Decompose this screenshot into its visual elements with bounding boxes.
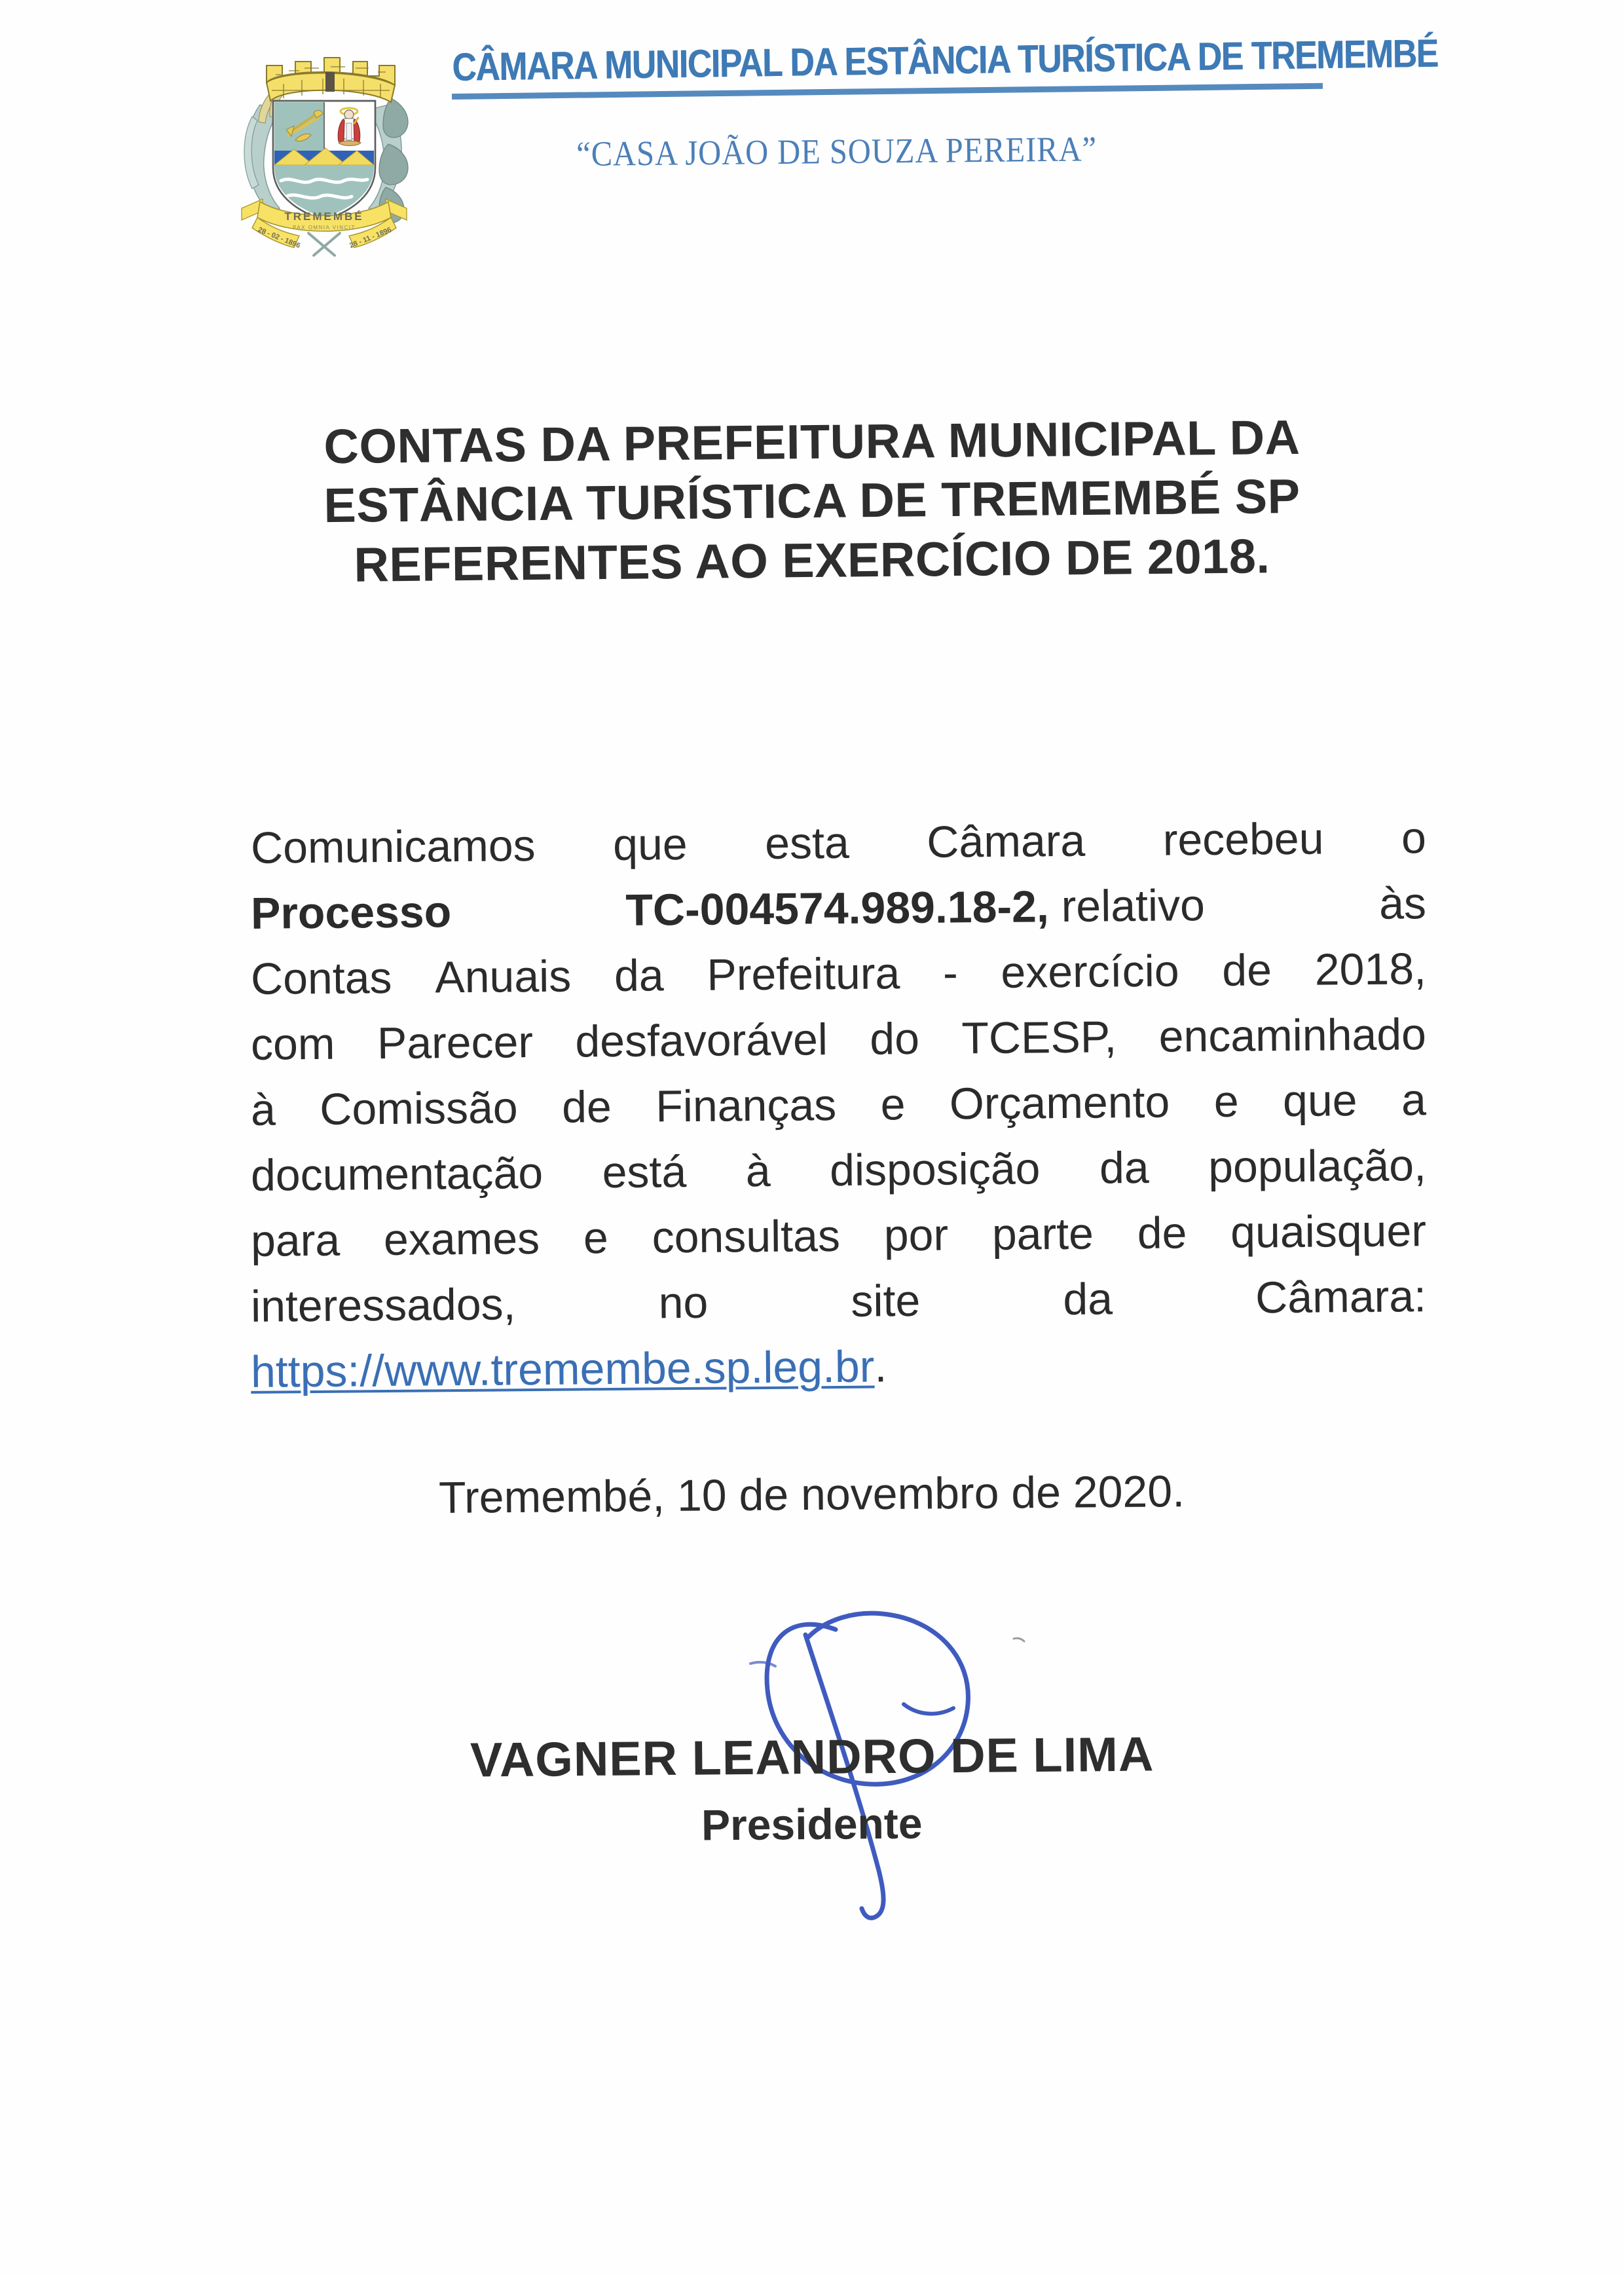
body-token: de <box>1222 945 1272 996</box>
body-word <box>583 1206 609 1271</box>
body-token: Orçamento <box>949 1077 1170 1129</box>
body-word <box>1001 939 1179 1005</box>
body-word <box>251 1208 341 1274</box>
signatory-name: VAGNER LEANDRO DE LIMA <box>470 1726 1154 1787</box>
body-word <box>870 1007 920 1073</box>
url-period: . <box>874 1341 887 1392</box>
body-word <box>1099 1136 1150 1202</box>
body-token-trail: relativo <box>1048 880 1206 932</box>
body-word <box>602 1140 686 1206</box>
body-word <box>575 1007 828 1075</box>
body-word <box>562 1075 612 1141</box>
body-token: da <box>1063 1274 1113 1324</box>
body-word <box>765 811 849 877</box>
body-line-3 <box>251 937 1427 1013</box>
body-token: Parecer <box>377 1016 534 1069</box>
body-token: Contas <box>250 952 392 1004</box>
body-paragraph-lines <box>251 811 1426 1335</box>
body-token: TCESP, <box>961 1012 1117 1064</box>
body-word <box>883 1202 948 1269</box>
body-line-7 <box>251 1199 1427 1275</box>
body-word <box>707 941 900 1009</box>
document-body <box>251 811 1426 1400</box>
body-token: parte <box>991 1208 1094 1259</box>
body-word <box>251 1272 516 1339</box>
body-word <box>1401 806 1427 871</box>
body-token: da <box>614 950 664 1001</box>
letterhead-text <box>452 31 1500 174</box>
body-word <box>830 1136 1041 1204</box>
body-word <box>658 1270 709 1336</box>
body-token: Câmara: <box>1255 1271 1427 1323</box>
body-token: e <box>880 1079 906 1130</box>
body-token: à <box>745 1146 771 1197</box>
body-word <box>1137 1201 1187 1267</box>
body-token: quaisquer <box>1230 1205 1427 1258</box>
body-word <box>1401 1068 1427 1133</box>
body-token: exercício <box>1001 946 1179 997</box>
body-word <box>251 1077 276 1143</box>
document-title-line-1: CONTAS DA PREFEITURA MUNICIPAL DA <box>323 409 1301 474</box>
body-word <box>384 1206 540 1273</box>
body-token: com <box>250 1018 335 1070</box>
banner-text: TREMEMBÉ <box>284 210 364 223</box>
body-word <box>613 812 688 878</box>
body-word <box>745 1139 771 1204</box>
body-token: Anuais <box>434 951 572 1003</box>
body-token: exames <box>383 1213 540 1265</box>
shield-icon <box>273 101 375 220</box>
body-token: esta <box>764 817 850 868</box>
body-token: de <box>1137 1208 1187 1258</box>
body-word <box>435 944 572 1011</box>
body-word <box>1222 938 1272 1004</box>
organization-subtitle: “CASA JOÃO DE SOUZA PEREIRA” <box>576 129 1098 174</box>
svg-text:28 - 02 - 1896: 28 - 02 - 1896 <box>257 225 302 250</box>
body-word <box>950 1070 1170 1137</box>
body-line-4 <box>251 1002 1427 1078</box>
body-line-url <box>251 1330 1427 1406</box>
body-line-2 <box>251 871 1427 947</box>
letterhead <box>0 31 1624 258</box>
body-token: desfavorável <box>575 1015 828 1067</box>
body-token: no <box>658 1277 709 1328</box>
body-word <box>851 1269 921 1335</box>
body-token: o <box>1401 813 1427 863</box>
signature-block <box>0 1726 1624 1850</box>
body-token: população, <box>1208 1140 1427 1192</box>
body-word <box>961 1005 1117 1072</box>
camara-website-link[interactable]: https://www.tremembe.sp.leg.br <box>250 1341 875 1397</box>
body-word <box>625 873 1205 944</box>
svg-text:28 - 11 - 1896: 28 - 11 - 1896 <box>348 225 393 250</box>
body-token: Câmara <box>926 815 1086 867</box>
document-title <box>0 409 1624 592</box>
body-word <box>655 1073 837 1140</box>
body-line-1 <box>251 806 1427 882</box>
body-word <box>251 813 536 882</box>
mural-crown-icon <box>267 58 395 102</box>
body-token: consultas <box>652 1210 841 1263</box>
body-word <box>320 1075 518 1143</box>
body-word <box>1208 1133 1427 1201</box>
body-word <box>927 809 1086 876</box>
body-token: 2018, <box>1314 944 1427 995</box>
body-token: site <box>851 1275 921 1326</box>
svg-text:PAX OMNIA VINCIT: PAX OMNIA VINCIT <box>293 225 356 231</box>
body-token: da <box>1099 1142 1149 1193</box>
signatory-role: Presidente <box>701 1799 923 1850</box>
document-title-line-3: REFERENTES AO EXERCÍCIO DE 2018. <box>354 528 1270 592</box>
body-token: Comissão <box>320 1083 518 1134</box>
body-token: TC-004574.989.18-2, <box>625 882 1050 935</box>
body-word <box>377 1010 533 1077</box>
body-token: e <box>583 1212 609 1263</box>
body-token: para <box>250 1215 341 1266</box>
body-word <box>251 1141 544 1209</box>
body-word <box>1230 1199 1427 1266</box>
body-word <box>1314 937 1426 1003</box>
body-token: está <box>602 1146 687 1197</box>
body-token: disposição <box>829 1144 1041 1195</box>
document-date: Tremembé, 10 de novembro de 2020. <box>439 1466 1185 1523</box>
body-token: recebeu <box>1162 813 1324 865</box>
body-word <box>1063 1267 1113 1333</box>
organization-title: CÂMARA MUNICIPAL DA ESTÂNCIA TURÍSTICA DE TREMEMBÉ <box>452 31 1439 89</box>
body-word <box>1158 1002 1426 1070</box>
body-token: que <box>612 819 688 870</box>
body-token: e <box>1213 1076 1239 1127</box>
body-token: Comunicamos <box>250 821 536 873</box>
tremembe-coat-of-arms-icon <box>226 39 422 262</box>
body-token: interessados, <box>250 1278 516 1332</box>
body-line-8 <box>251 1264 1427 1340</box>
body-token: às <box>1378 878 1427 929</box>
body-token: documentação <box>250 1147 544 1201</box>
body-token: a <box>1401 1074 1427 1125</box>
document-title-line-2: ESTÂNCIA TURÍSTICA DE TREMEMBÉ SP <box>323 469 1301 533</box>
body-word <box>943 941 959 1006</box>
body-word <box>1379 871 1427 937</box>
body-word <box>1283 1068 1357 1134</box>
body-token: à <box>250 1085 276 1135</box>
handwritten-signature-icon <box>707 1474 1074 1945</box>
body-word <box>1162 807 1324 874</box>
body-word <box>991 1201 1094 1267</box>
body-word <box>251 946 392 1013</box>
crossed-branches-icon <box>308 233 340 255</box>
body-line-5 <box>251 1068 1427 1144</box>
body-token: que <box>1282 1075 1357 1126</box>
body-token: Finanças <box>655 1079 837 1132</box>
body-token: por <box>883 1210 949 1261</box>
body-word <box>652 1204 840 1271</box>
body-token: encaminhado <box>1158 1009 1427 1062</box>
body-token: - <box>942 948 959 998</box>
body-word <box>1255 1264 1427 1331</box>
body-line-6 <box>251 1133 1427 1209</box>
body-word <box>1213 1069 1239 1134</box>
body-word <box>251 880 452 947</box>
body-token: de <box>561 1081 612 1132</box>
body-word <box>251 1012 335 1078</box>
body-token: Processo <box>250 887 452 939</box>
body-token: do <box>870 1013 920 1064</box>
body-token: Prefeitura <box>707 948 900 1000</box>
body-word <box>614 943 665 1009</box>
body-word <box>880 1072 906 1138</box>
